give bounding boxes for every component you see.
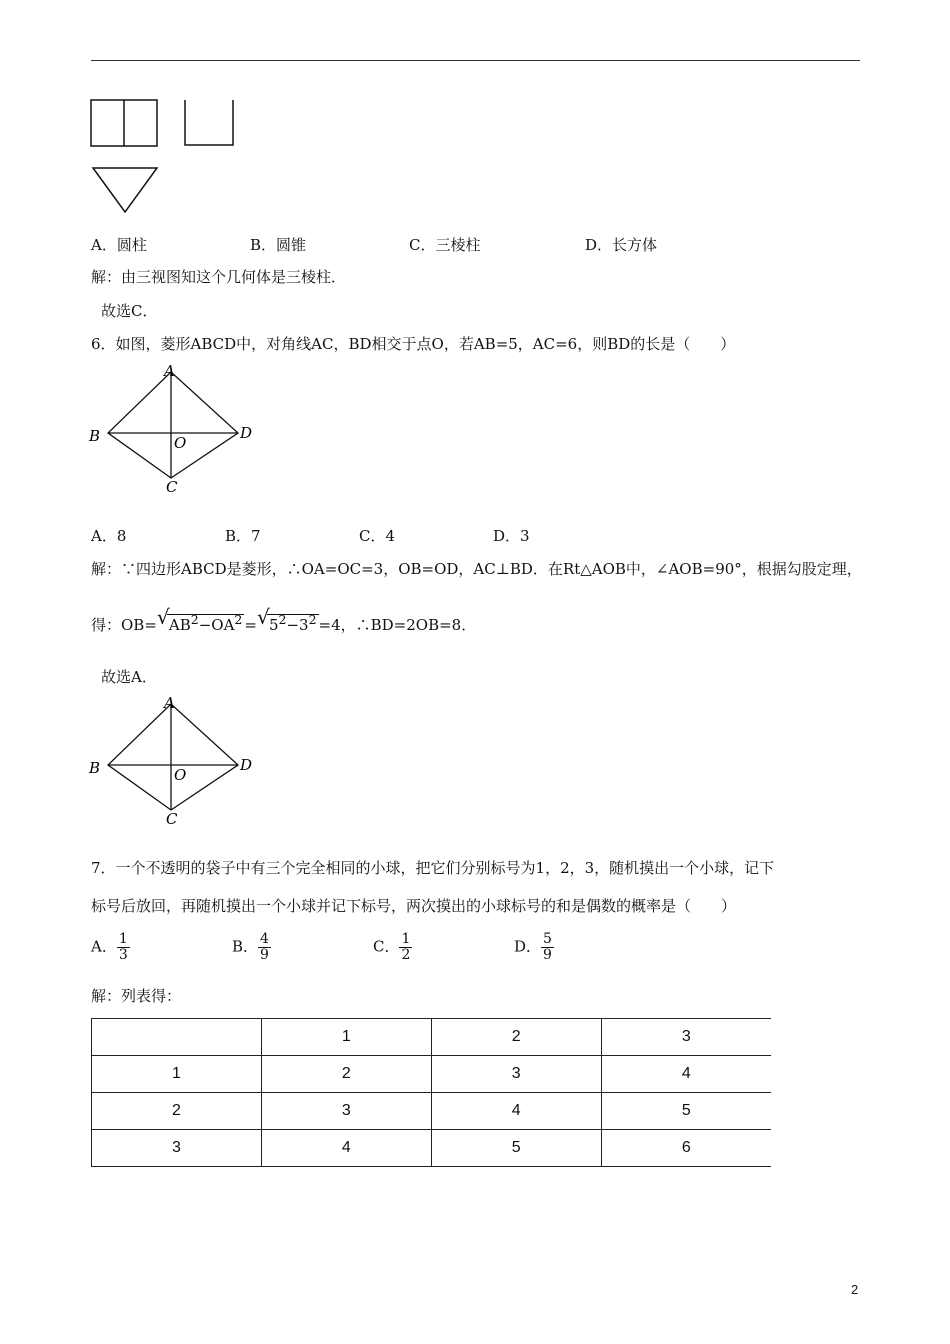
header-rule <box>91 60 860 61</box>
table-cell: 5 <box>431 1130 601 1167</box>
table-cell: 2 <box>261 1056 431 1093</box>
q7-option-c-label: C． <box>373 937 400 956</box>
q6-option-a: A．8 <box>91 527 127 545</box>
rad1-term-b: −OA <box>198 616 235 634</box>
radical-2: √ $5^2-3^2$ <box>256 605 317 634</box>
q6-solution-line2 <box>91 605 477 635</box>
q6-solution-line1: 解：∵四边形ABCD是菱形，∴OA=OC=3，OB=OD，AC⊥BD．在Rt△AOB中，∠AOB=90°，根据勾股定理， <box>91 560 862 578</box>
rhombus-outline <box>108 372 238 478</box>
label-d: D <box>240 424 253 442</box>
table-cell: 1 <box>261 1019 431 1056</box>
rad1-exp-a: 2 <box>190 612 199 627</box>
fraction-c <box>399 932 412 963</box>
q6-option-d: D．3 <box>493 527 530 545</box>
q5-option-c: C．三棱柱 <box>409 236 481 254</box>
label-c: C <box>166 478 178 495</box>
q5-option-d: D．长方体 <box>585 236 658 254</box>
equals-sign: = <box>244 616 257 634</box>
page-number: 2 <box>851 1282 859 1297</box>
side-view <box>185 100 233 145</box>
ob-prefix: 得：OB= <box>91 616 157 634</box>
q5-answer: 故选C． <box>101 302 158 320</box>
table-cell <box>92 1019 262 1056</box>
fraction-c-num: 1 <box>401 931 411 947</box>
fraction-a-den: 3 <box>118 947 128 963</box>
q7-option-b <box>232 932 271 963</box>
table-cell: 3 <box>92 1130 262 1167</box>
fraction-a-num: 1 <box>118 931 128 947</box>
table-cell: 3 <box>431 1056 601 1093</box>
label-a: A <box>164 694 175 712</box>
q7-option-a-label: A． <box>91 937 117 956</box>
table-cell: 5 <box>601 1093 771 1130</box>
label-o: O <box>174 766 187 784</box>
table-cell: 2 <box>92 1093 262 1130</box>
q5-option-b: B．圆锥 <box>250 236 307 254</box>
table-cell: 4 <box>601 1056 771 1093</box>
rhombus-outline <box>108 704 238 810</box>
table-row <box>92 1093 772 1130</box>
table-cell: 2 <box>431 1019 601 1056</box>
rad1-exp-b: 2 <box>234 612 243 627</box>
q6-option-c: C．4 <box>359 527 396 545</box>
q7-option-d <box>514 932 554 963</box>
bd-result: =4，∴BD=2OB=8． <box>318 616 477 634</box>
fraction-b-num: 4 <box>260 931 269 947</box>
q7-option-d-label: D． <box>514 937 542 956</box>
label-d: D <box>240 756 253 774</box>
label-a: A <box>164 362 175 380</box>
top-view-triangle <box>93 168 157 212</box>
fraction-c-den: 2 <box>401 947 411 963</box>
three-view-figure <box>88 96 248 218</box>
label-b: B <box>89 427 101 445</box>
fraction-b-den: 9 <box>260 947 269 963</box>
rad2-exp-a: 2 <box>278 612 287 627</box>
q7-solution: 解：列表得： <box>91 987 182 1005</box>
fraction-a <box>117 932 130 963</box>
radical-1: √ $AB^2-OA^2$ <box>156 605 243 634</box>
q5-solution: 解：由三视图知这个几何体是三棱柱． <box>91 268 347 286</box>
label-o: O <box>174 434 187 452</box>
q6-option-b: B．7 <box>225 527 261 545</box>
table-cell: 1 <box>92 1056 262 1093</box>
fraction-b <box>258 932 271 963</box>
q7-question-line2: 标号后放回，再随机摸出一个小球并记下标号，两次摸出的小球标号的和是偶数的概率是（ ） <box>91 897 737 915</box>
rhombus-figure-1 <box>86 360 261 495</box>
label-c: C <box>166 810 178 827</box>
q5-option-a: A．圆柱 <box>91 236 147 254</box>
fraction-d <box>541 932 554 963</box>
table-row <box>92 1130 772 1167</box>
table-cell: 6 <box>601 1130 771 1167</box>
table-cell: 3 <box>261 1093 431 1130</box>
table-cell: 4 <box>261 1130 431 1167</box>
rad1-term-a: AB <box>168 616 191 634</box>
sum-table <box>91 1018 771 1167</box>
table-row <box>92 1056 772 1093</box>
q7-option-a <box>91 932 130 963</box>
rad2-term-a: 5 <box>268 616 279 634</box>
q6-question: 6．如图，菱形ABCD中，对角线AC，BD相交于点O，若AB=5，AC=6，则BD的长是（ ） <box>91 335 736 353</box>
rad2-term-b: −3 <box>286 616 309 634</box>
q6-answer: 故选A． <box>101 668 157 686</box>
label-b: B <box>89 759 101 777</box>
q7-option-c <box>373 932 412 963</box>
table-cell: 4 <box>431 1093 601 1130</box>
table-cell: 3 <box>601 1019 771 1056</box>
table-row <box>92 1019 772 1056</box>
rad2-exp-b: 2 <box>308 612 317 627</box>
rhombus-figure-2 <box>86 692 261 827</box>
fraction-d-num: 5 <box>543 931 552 947</box>
fraction-d-den: 9 <box>543 947 552 963</box>
q7-question-line1: 7．一个不透明的袋子中有三个完全相同的小球，把它们分别标号为1，2，3，随机摸出一个小球，记下 <box>91 859 775 877</box>
q7-option-b-label: B． <box>232 937 259 956</box>
